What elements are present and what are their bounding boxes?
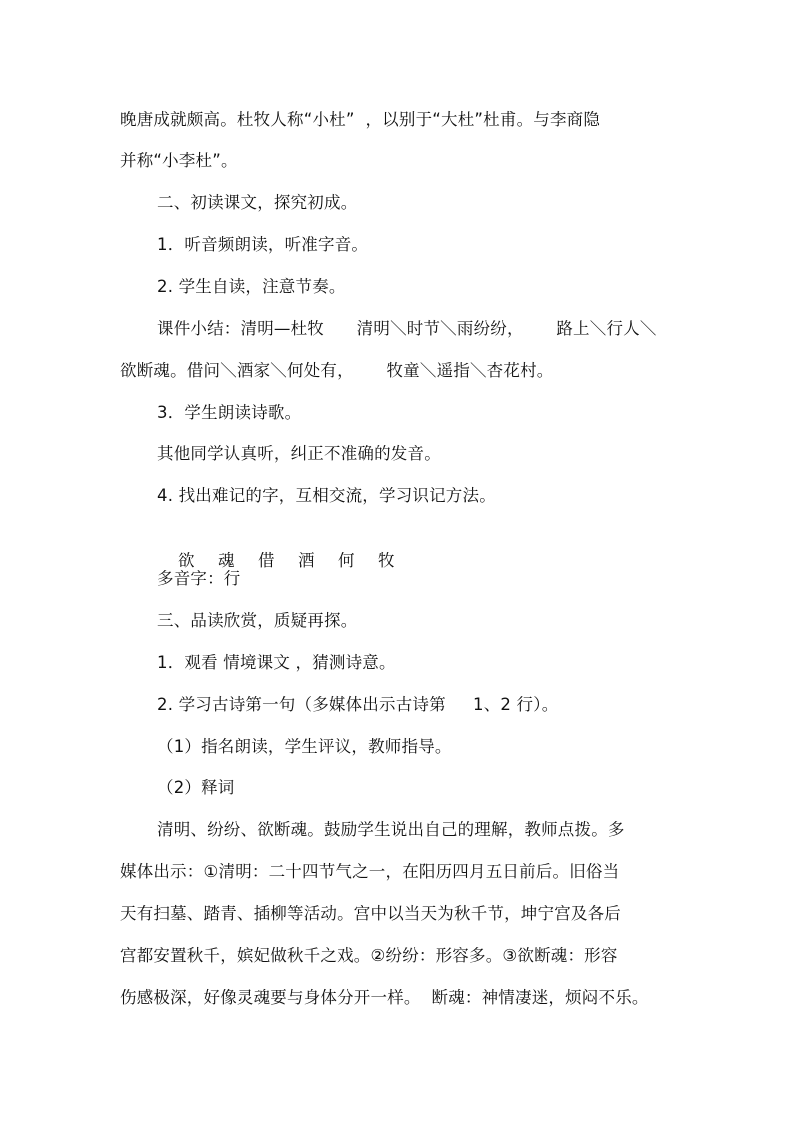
section-heading: 二、初读课文，探究初成。 xyxy=(157,193,358,212)
text-line: 天有扫墓、踏青、插柳等活动。宫中以当天为秋千节，坤宁宫及各后 xyxy=(120,904,621,923)
text-line: 清明、纷纷、欲断魂。鼓励学生说出自己的理解，教师点拨。多 xyxy=(157,820,625,839)
text-line: 1．听音频朗读，听准字音。 xyxy=(157,235,369,254)
text-line: （1）指名朗读，学生评议，教师指导。 xyxy=(157,737,452,756)
hard-char: 欲 xyxy=(177,551,195,570)
text-line: 4. 找出难记的字，互相交流，学习识记方法。 xyxy=(157,486,496,505)
text-line: 并称“小李杜”。 xyxy=(120,151,238,170)
text-line: （2）释词 xyxy=(157,778,235,797)
hard-char: 借 xyxy=(257,551,275,570)
text-line: 媒体出示：①清明：二十四节气之一，在阳历四月五日前后。旧俗当 xyxy=(120,862,620,881)
section-heading: 三、品读欣赏，质疑再探。 xyxy=(157,611,358,630)
text-line: 1．观看 情境课文 ，猜测诗意。 xyxy=(157,653,396,672)
text-line: 2. 学生自读，注意节奏。 xyxy=(157,277,346,296)
text-line: 多音字：行 xyxy=(157,569,241,588)
hard-char: 牧 xyxy=(377,551,395,570)
text-line: 欲断魂。借问＼酒家＼何处有， 牧童＼遥指＼杏花村。 xyxy=(120,361,554,380)
hard-char: 何 xyxy=(337,551,355,570)
text-line: 晚唐成就颇高。杜牧人称“小杜” ，以别于“大杜”杜甫。与李商隐 xyxy=(120,110,601,129)
text-line: 宫都安置秋千，嫔妃做秋千之戏。②纷纷：形容多。③欲断魂：形容 xyxy=(120,946,618,965)
hard-char: 酒 xyxy=(297,551,315,570)
text-line: 2. 学习古诗第一句（多媒体出示古诗第 1、2 行）。 xyxy=(157,695,559,714)
text-line: 3．学生朗读诗歌。 xyxy=(157,403,302,422)
hard-char: 魂 xyxy=(217,551,235,570)
text-line: 其他同学认真听，纠正不准确的发音。 xyxy=(157,444,441,463)
text-line: 伤感极深，好像灵魂要与身体分开一样。 断魂：神情凄迷，烦闷不乐。 xyxy=(120,988,649,1007)
text-line: 课件小结：清明—杜牧 清明＼时节＼雨纷纷， 路上＼行人＼ xyxy=(157,319,657,338)
